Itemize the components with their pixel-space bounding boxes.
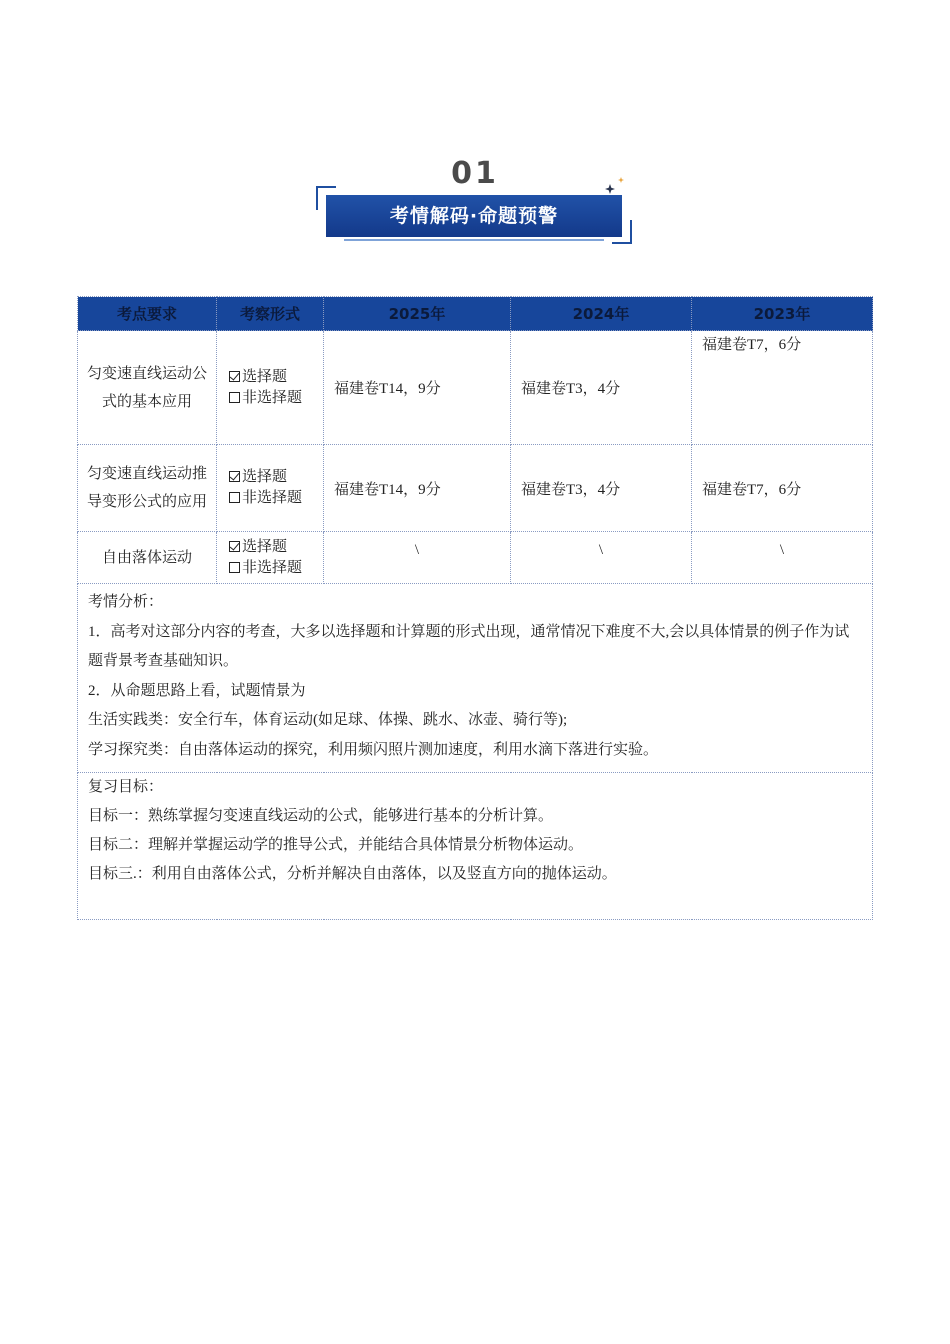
analysis-cell [78, 584, 873, 773]
format-cell [217, 532, 324, 584]
option-label: 选择题 [242, 538, 288, 555]
option-line [229, 388, 323, 409]
section-title: 考情解码·命题预警 [389, 205, 559, 227]
unchecked-box-icon [229, 492, 240, 503]
option-label: 非选择题 [242, 490, 303, 506]
option-line [229, 488, 323, 509]
option-label: 选择题 [242, 368, 288, 385]
option-label: 选择题 [242, 469, 288, 485]
column-header-topic: 考点要求 [78, 297, 217, 331]
year-2024-cell: 福建卷T3，4分 [511, 331, 692, 445]
column-header-2025: 2025年 [324, 297, 511, 331]
option-line [229, 367, 323, 388]
analysis-heading: 考情分析： [88, 594, 164, 610]
column-header-2023: 2023年 [692, 297, 873, 331]
banner-underline [344, 239, 604, 241]
year-2023-cell: 福建卷T7，6分 [692, 445, 873, 532]
unchecked-box-icon [229, 562, 240, 573]
year-2024-cell: \ [511, 532, 692, 584]
analysis-line: 1．高考对这部分内容的考查，大多以选择题和计算题的形式出现，通常情况下难度不大,会以具体情景的例子作为试题背景考查基础知识。 [88, 623, 850, 670]
format-cell [217, 445, 324, 532]
analysis-line: 学习探究类：自由落体运动的探究，利用频闪照片测加速度，利用水滴下落进行实验。 [88, 741, 659, 758]
year-2025-cell: 福建卷T14，9分 [324, 445, 511, 532]
exam-analysis-table [77, 296, 873, 920]
year-2024-cell: 福建卷T3，4分 [511, 445, 692, 532]
topic-cell: 匀变速直线运动推导变形公式的应用 [78, 445, 217, 532]
goal-line: 目标二：理解并掌握运动学的推导公式，并能结合具体情景分析物体运动。 [88, 836, 584, 853]
table-row [78, 331, 873, 445]
option-line [229, 537, 323, 558]
option-line [229, 467, 323, 488]
option-label: 非选择题 [242, 559, 303, 576]
year-2025-cell: \ [324, 532, 511, 584]
goal-line: 目标三.：利用自由落体公式，分析并解决自由落体，以及竖直方向的抛体运动。 [88, 865, 617, 882]
banner-bracket-right [612, 220, 632, 244]
analysis-line: 2．从命题思路上看，试题情景为 [88, 682, 306, 699]
option-label: 非选择题 [242, 389, 303, 406]
goals-heading: 复习目标： [88, 778, 164, 795]
analysis-row [78, 584, 873, 773]
goals-cell [78, 772, 873, 919]
unchecked-box-icon [229, 392, 240, 403]
column-header-format: 考察形式 [217, 297, 324, 331]
format-cell [217, 331, 324, 445]
year-2023-cell: 福建卷T7，6分 [692, 331, 873, 445]
checked-box-icon [229, 371, 240, 382]
section-banner [316, 186, 632, 244]
topic-cell: 匀变速直线运动公式的基本应用 [78, 331, 217, 445]
checked-box-icon [229, 471, 240, 482]
analysis-line: 生活实践类：安全行车，体育运动(如足球、体操、跳水、冰壶、骑行等); [88, 712, 568, 729]
option-line [229, 558, 323, 579]
sparkle-icon [604, 176, 630, 196]
table-row [78, 445, 873, 532]
table-header-row [78, 297, 873, 331]
table-row [78, 532, 873, 584]
checked-box-icon [229, 541, 240, 552]
column-header-2024: 2024年 [511, 297, 692, 331]
topic-cell: 自由落体运动 [78, 532, 217, 584]
section-number: 01 [451, 156, 499, 191]
year-2023-cell: \ [692, 532, 873, 584]
goal-line: 目标一：熟练掌握匀变速直线运动的公式，能够进行基本的分析计算。 [88, 807, 554, 824]
goals-row [78, 772, 873, 919]
year-2025-cell: 福建卷T14，9分 [324, 331, 511, 445]
